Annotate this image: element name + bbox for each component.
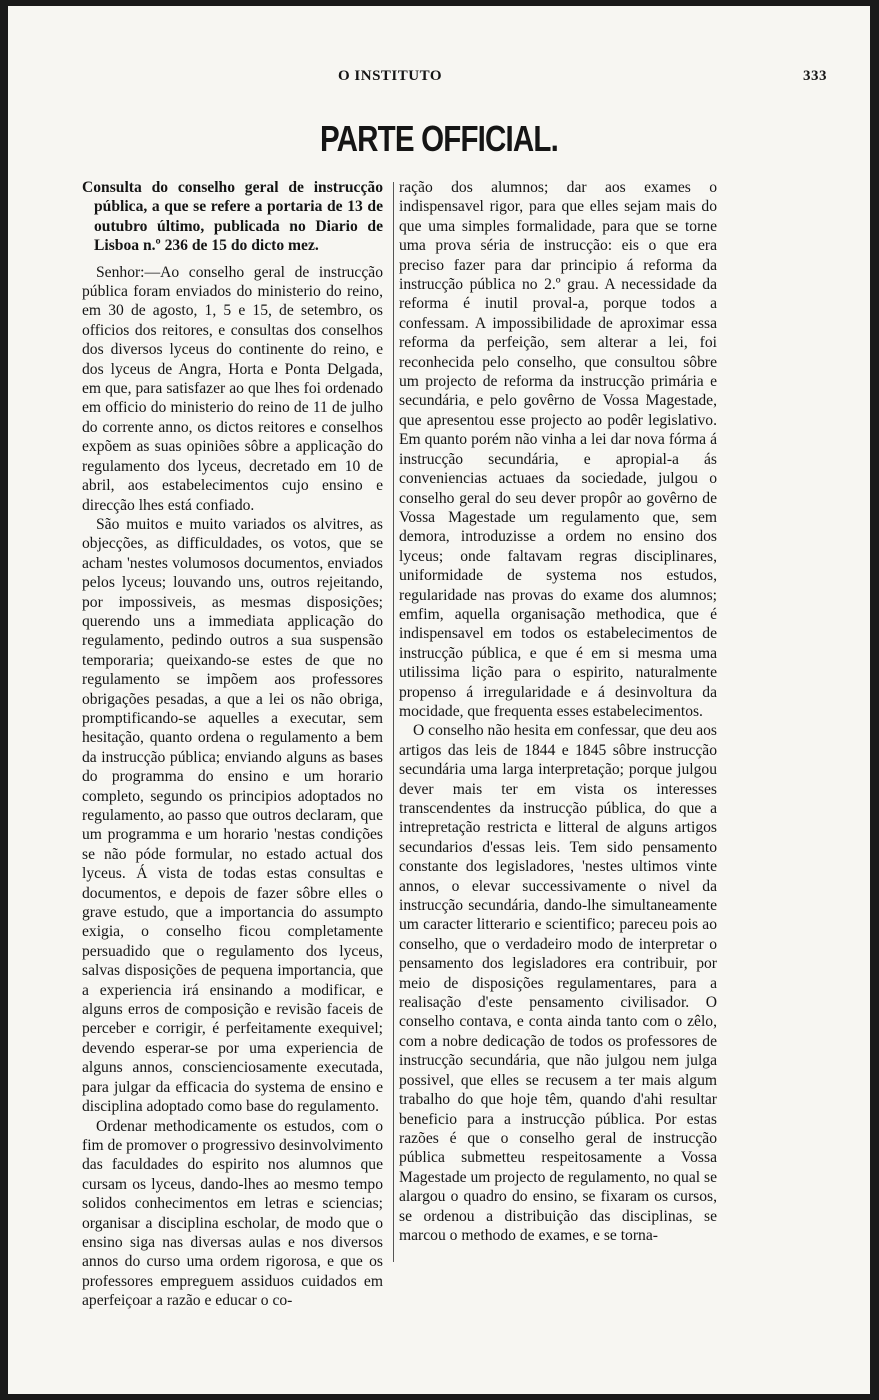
journal-title: O INSTITUTO [338,68,443,84]
paragraph: O conselho não hesita em confessar, que deu aos artigos das leis de 1844 e 1845 sôbre instrucção secundária uma larga interpretação; porque julgou dever mais ter em vista os interesses transcendentes da instrucção pública, do que a intrepretação restricta e litteral de alguns artigos secundarios d'essas leis. Tem sido pensamento constante dos legisladores, 'nestes ultimos vinte annos, o elevar successivamente o nivel da instrucção secundária, dando-lhe simultaneamente um caracter litterario e scientifico; pareceu pois ao conselho, que o verdadeiro modo de interpretar o pensamento dos legisladores era contribuir, por meio de disposições regulamentares, para a realisação d'este pensamento civilisador. O conselho contava, e conta ainda tanto com o zêlo, com a nobre dedicação de todos os professores de instrucção secundária, que não julgou nem julga possivel, que elles se recusem a ter mais algum trabalho do que hoje têm, quando d'ahi resultar beneficio para a instrucção pública. Por estas razões é que o conselho geral de instrucção pública submetteu respeitosamente a Vossa Magestade um projecto de regulamento, no qual se alargou o quadro do ensino, se fixaram os cursos, se ordenou a distribuição das disciplinas, se marcou o methodo de exames, e se torna- [399,722,717,1244]
document-page [8,6,870,1394]
left-column [82,178,383,1311]
paragraph: ração dos alumnos; dar aos exames o indispensavel rigor, para que elles sejam mais do que uma simples formalidade, para que se torne uma prova séria de instrucção: eis o que era preciso fazer para dar principio á reforma da instrucção pública no 2.º grau. A necessidade da reforma é inutil proval-a, porque todos a confessam. A impossibilidade de aproximar essa reforma da perfeição, sem alterar a lei, foi reconhecida pelo conselho, que consultou sôbre um projecto de reforma da instrucção primária e secundária, e pelo govêrno de Vossa Magestade, que apresentou esse projecto ao podêr legislativo. Em quanto porém não vinha a lei dar nova fórma á instrucção secundária, e apropial-a ás conveniencias actuaes da sociedade, julgou o conselho geral do seu dever propôr ao govêrno de Vossa Magestade um regulamento que, sem demora, introduzisse a ordem no ensino dos lyceus; onde faltavam regras disciplinares, uniformidade de systema nos estudos, regularidade nas provas do exame dos alumnos; emfim, aquella organisação methodica, que é indispensavel em todos os estabelecimentos de instrucção pública, e que é em si mesma uma utilissima lição para o espirito, naturalmente propenso á irregularidade e á desinvoltura da mocidade, que frequenta esses estabelecimentos. [399,179,717,720]
right-column [399,178,717,1245]
page-number: 333 [803,68,827,84]
paragraph: Ordenar methodicamente os estudos, com o fim de promover o progressivo desinvolvimento das faculdades do espirito nos alumnos que cursam os lyceus, dando-lhes ao mesmo tempo solidos conhecimentos em letras e sciencias; organisar a disciplina escholar, de modo que o ensino siga nas diversas aulas e nos diversos annos do curso uma ordem rigorosa, e que os professores empreguem assiduos cuidados em aperfeiçoar a razão e educar o co- [82,1117,383,1310]
column-divider [393,182,394,1262]
article-heading: Consulta do conselho geral de instrucção pública, a que se refere a portaria de 13 de outubro último, publicada no Diario de Lisboa n.º 236 de 15 do dicto mez. [82,179,383,255]
section-title: PARTE OFFICIAL. [319,118,559,159]
paragraph: Senhor:—Ao conselho geral de instrucção pública foram enviados do ministerio do reino, em 30 de agosto, 1, 5 e 15, de setembro, os officios dos reitores, e consultas dos conselhos dos diversos lyceus do continente do reino, e dos lyceus de Angra, Horta e Ponta Delgada, em que, para satisfazer ao que lhes foi ordenado em officio do ministerio do reino de 11 de julho do corrente anno, os dictos reitores e conselhos expõem as suas opiniões sôbre a applicação do regulamento dos lyceus, decretado em 10 de abril, aos estabelecimentos cujo ensino e direcção lhes está confiado. [82,263,383,514]
paragraph: São muitos e muito variados os alvitres, as objecções, as difficuldades, os votos, que se acham 'nestes volumosos documentos, enviados pelos lyceus; louvando uns, outros rejeitando, por impossiveis, as mesmas disposições; querendo uns a immediata applicação do regulamento, pedindo outros a sua suspensão temporaria; queixando-se estes de que no regulamento se impõem aos professores obrigações pesadas, a que a lei os não obriga, promptificando-se aquelles a executar, sem hesitação, quanto ordena o regulamento a bem da instrucção pública; enviando alguns as bases do programma do ensino e um horario completo, segundo os principios adoptados no regulamento, ao passo que outros declaram, que um programma e um horario 'nestas condições se não póde formular, no estado actual dos lyceus. Á vista de todas estas consultas e documentos, e depois de fazer sôbre elles o grave estudo, que a importancia do assumpto exigia, o conselho ficou completamente persuadido que o regulamento dos lyceus, salvas disposições de pequena importancia, que a experiencia irá ensinando a modificar, e alguns erros de composição e revisão faceis de perceber e corrigir, é perfeitamente exequivel; devendo esperar-se por uma experiencia de alguns annos, conscienciosamente executada, para julgar da efficacia do systema de ensino e disciplina adoptado como base do regulamento. [82,515,383,1116]
